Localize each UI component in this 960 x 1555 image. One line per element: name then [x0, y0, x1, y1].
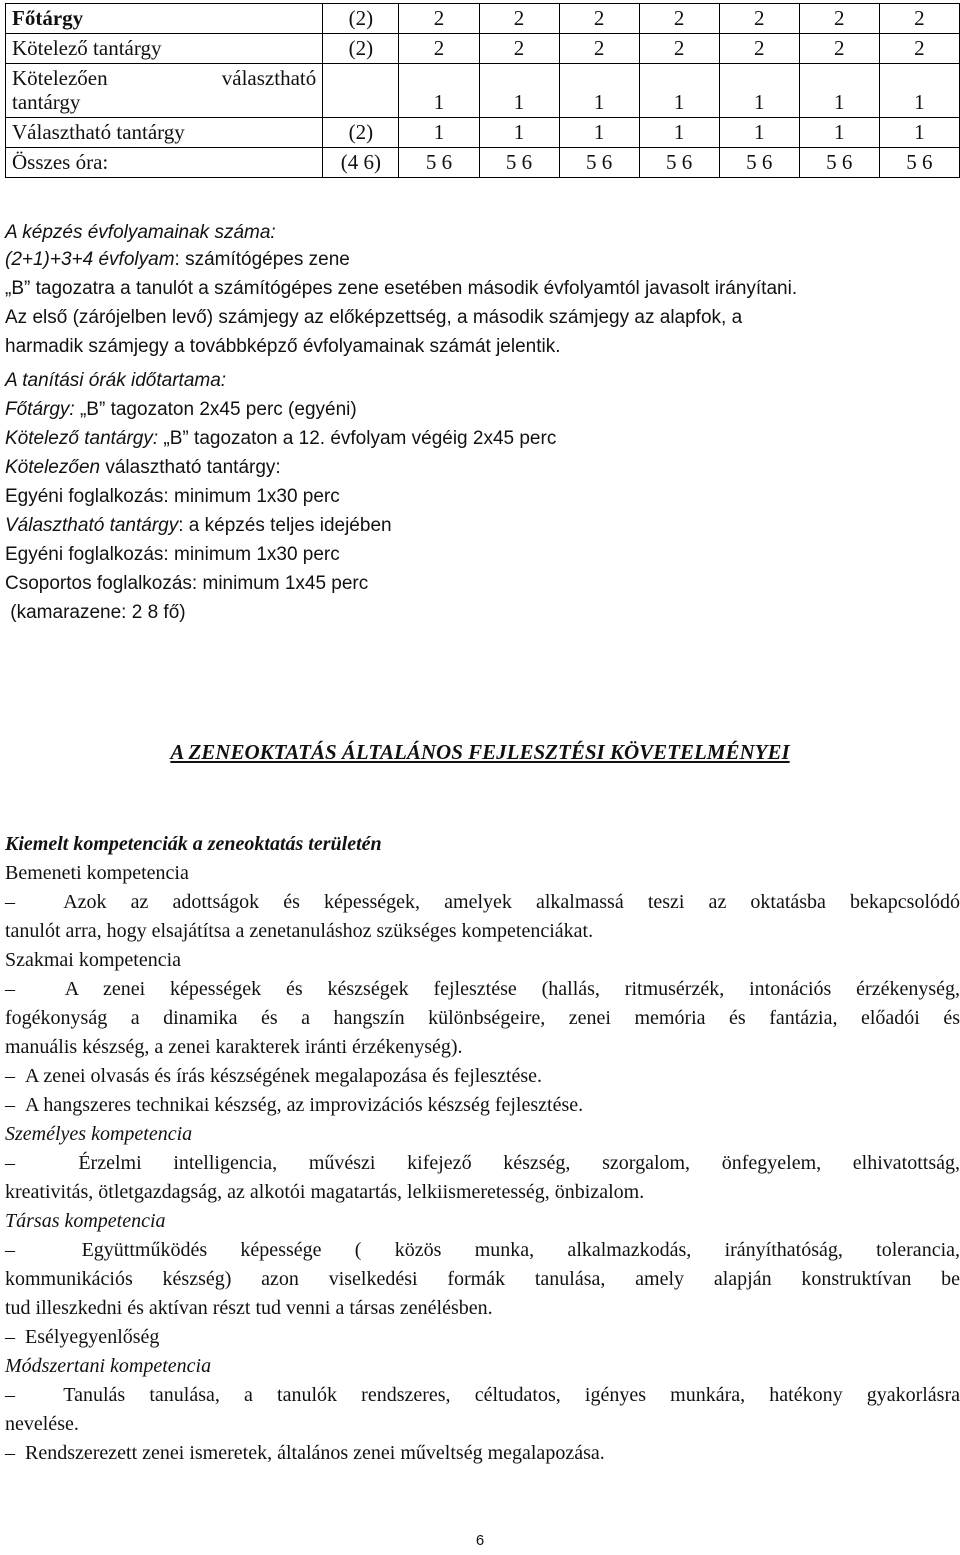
professional-line-5: – A hangszeres technikai készség, az improvizációs készség fejlesztése. — [5, 1094, 584, 1116]
cell-value: 1 — [639, 118, 719, 148]
cell-value: 1 — [879, 64, 959, 118]
professional-line-3: manuális készség, a zenei karakterek iránti érzékenység). — [5, 1036, 463, 1058]
cell-value: 1 — [559, 64, 639, 118]
table-row — [6, 34, 960, 64]
duration-line-3: Kötelezően választható tantárgy: — [5, 457, 281, 478]
cell-value: 2 — [559, 34, 639, 64]
cell-value: 1 — [399, 118, 479, 148]
social-line-1: – Együttműködés képessége ( közös munka, alkalmazkodás, irányíthatóság, tolerancia, — [5, 1239, 960, 1261]
cell-prep: (2) — [323, 34, 399, 64]
duration-line-7: Csoportos foglalkozás: minimum 1x45 perc — [5, 573, 369, 594]
cell-prep: (2) — [323, 4, 399, 34]
cell-value: 5 6 — [479, 148, 559, 178]
cell-value: 5 6 — [399, 148, 479, 178]
professional-line-1: – A zenei képességek és készségek fejlesztése (hallás, ritmusérzék, intonációs érzékenység, — [5, 978, 960, 1000]
personal-line-1: – Érzelmi intelligencia, művészi kifejező készség, szorgalom, önfegyelem, elhivatottság, — [5, 1152, 960, 1174]
cell-value: 1 — [719, 64, 799, 118]
grades-line-2: „B” tagozatra a tanulót a számítógépes zene esetében második évfolyamtól javasolt irányítani. — [5, 278, 798, 299]
personal-line-2: kreativitás, ötletgazdagság, az alkotói magatartás, lelkiismeretesség, önbizalom. — [5, 1181, 645, 1203]
grades-title: A képzés évfolyamainak száma: — [5, 222, 276, 243]
dash-bullet: – — [5, 978, 15, 1000]
duration-line-8: (kamarazene: 2 8 fő) — [5, 602, 186, 623]
professional-line-4: – A zenei olvasás és írás készségének megalapozása és fejlesztése. — [5, 1065, 542, 1087]
dash-bullet: – — [5, 1384, 15, 1406]
dash-bullet: – — [5, 1326, 15, 1348]
cell-value: 1 — [719, 118, 799, 148]
grades-line-1: (2+1)+3+4 évfolyam: számítógépes zene — [5, 249, 350, 270]
professional-line-2: fogékonyság a dinamika és a hangszín különbségeire, zenei memória és fantázia, előadói és — [5, 1007, 960, 1029]
cell-value: 2 — [479, 34, 559, 64]
competencies-title: Kiemelt kompetenciák a zeneoktatás területén — [5, 833, 382, 855]
row-label: Kötelező tantárgy — [6, 34, 323, 64]
dash-bullet: – — [5, 1094, 15, 1116]
grades-line-4: harmadik számjegy a továbbképző évfolyamainak számát jelentik. — [5, 336, 561, 357]
social-line-2: kommunikációs készség) azon viselkedési formák tanulása, amely alapján konstruktívan be — [5, 1268, 960, 1290]
cell-value: 2 — [559, 4, 639, 34]
cell-value: 1 — [479, 118, 559, 148]
grades-section — [5, 218, 960, 361]
cell-value: 2 — [799, 4, 879, 34]
cell-value: 1 — [799, 64, 879, 118]
table-row — [6, 64, 960, 118]
dash-bullet: – — [5, 1239, 15, 1261]
cell-value: 1 — [639, 64, 719, 118]
input-competence-line-2: tanulót arra, hogy elsajátítsa a zenetanuláshoz szükséges kompetenciákat. — [5, 920, 594, 942]
methodological-line-3: – Rendszerezett zenei ismeretek, általános zenei műveltség megalapozása. — [5, 1442, 605, 1464]
duration-title: A tanítási órák időtartama: — [5, 370, 227, 391]
cell-prep — [323, 64, 399, 118]
dash-bullet: – — [5, 1065, 15, 1087]
input-competence-line-1: – Azok az adottságok és képességek, amelyek alkalmassá teszi az oktatásba bekapcsolódó — [5, 891, 960, 913]
cell-value: 2 — [639, 34, 719, 64]
hours-table — [5, 3, 960, 178]
cell-value: 5 6 — [879, 148, 959, 178]
cell-value: 1 — [559, 118, 639, 148]
cell-value: 2 — [719, 34, 799, 64]
cell-prep: (4 6) — [323, 148, 399, 178]
cell-value: 2 — [479, 4, 559, 34]
cell-value: 5 6 — [559, 148, 639, 178]
duration-line-6: Egyéni foglalkozás: minimum 1x30 perc — [5, 544, 340, 565]
cell-value: 2 — [399, 34, 479, 64]
competencies-section — [5, 830, 960, 1468]
cell-value: 1 — [879, 118, 959, 148]
cell-value: 2 — [639, 4, 719, 34]
page-number: 6 — [475, 1532, 485, 1549]
cell-value: 2 — [399, 4, 479, 34]
row-label: Választható tantárgy — [6, 118, 323, 148]
social-competence-title: Társas kompetencia — [5, 1210, 166, 1232]
table-row — [6, 148, 960, 178]
grades-line-3: Az első (zárójelben levő) számjegy az előképzettség, a második számjegy az alapfok, a — [5, 307, 743, 328]
methodological-line-1: – Tanulás tanulása, a tanulók rendszeres, céltudatos, igényes munkára, hatékony gyakorlásra — [5, 1384, 960, 1406]
dash-bullet: – — [5, 1442, 15, 1464]
dash-bullet: – — [5, 891, 15, 913]
row-label: Kötelezően választható tantárgy — [6, 64, 323, 118]
row-label: Összes óra: — [6, 148, 323, 178]
cell-prep: (2) — [323, 118, 399, 148]
row-label: Főtárgy — [6, 4, 323, 34]
duration-line-4: Egyéni foglalkozás: minimum 1x30 perc — [5, 486, 340, 507]
cell-value: 2 — [879, 34, 959, 64]
cell-value: 5 6 — [799, 148, 879, 178]
dash-bullet: – — [5, 1152, 15, 1174]
duration-line-2: Kötelező tantárgy: „B” tagozaton a 12. évfolyam végéig 2x45 perc — [5, 428, 557, 449]
table-row — [6, 118, 960, 148]
social-line-4: – Esélyegyenlőség — [5, 1326, 160, 1348]
cell-value: 2 — [799, 34, 879, 64]
cell-value: 1 — [799, 118, 879, 148]
methodological-competence-title: Módszertani kompetencia — [5, 1355, 212, 1377]
duration-section — [5, 366, 960, 627]
cell-value: 1 — [399, 64, 479, 118]
cell-value: 5 6 — [639, 148, 719, 178]
social-line-3: tud illeszkedni és aktívan részt tud venni a társas zenélésben. — [5, 1297, 493, 1319]
input-competence-title: Bemeneti kompetencia — [5, 862, 189, 884]
table-row — [6, 4, 960, 34]
duration-line-5: Választható tantárgy: a képzés teljes idejében — [5, 515, 392, 536]
methodological-line-2: nevelése. — [5, 1413, 79, 1435]
cell-value: 1 — [479, 64, 559, 118]
duration-line-1: Főtárgy: „B” tagozaton 2x45 perc (egyéni) — [5, 399, 357, 420]
section-heading: A ZENEOKTATÁS ÁLTALÁNOS FEJLESZTÉSI KÖVETELMÉNYEI — [170, 740, 790, 764]
cell-value: 2 — [879, 4, 959, 34]
cell-value: 5 6 — [719, 148, 799, 178]
professional-competence-title: Szakmai kompetencia — [5, 949, 182, 971]
cell-value: 2 — [719, 4, 799, 34]
personal-competence-title: Személyes kompetencia — [5, 1123, 193, 1145]
